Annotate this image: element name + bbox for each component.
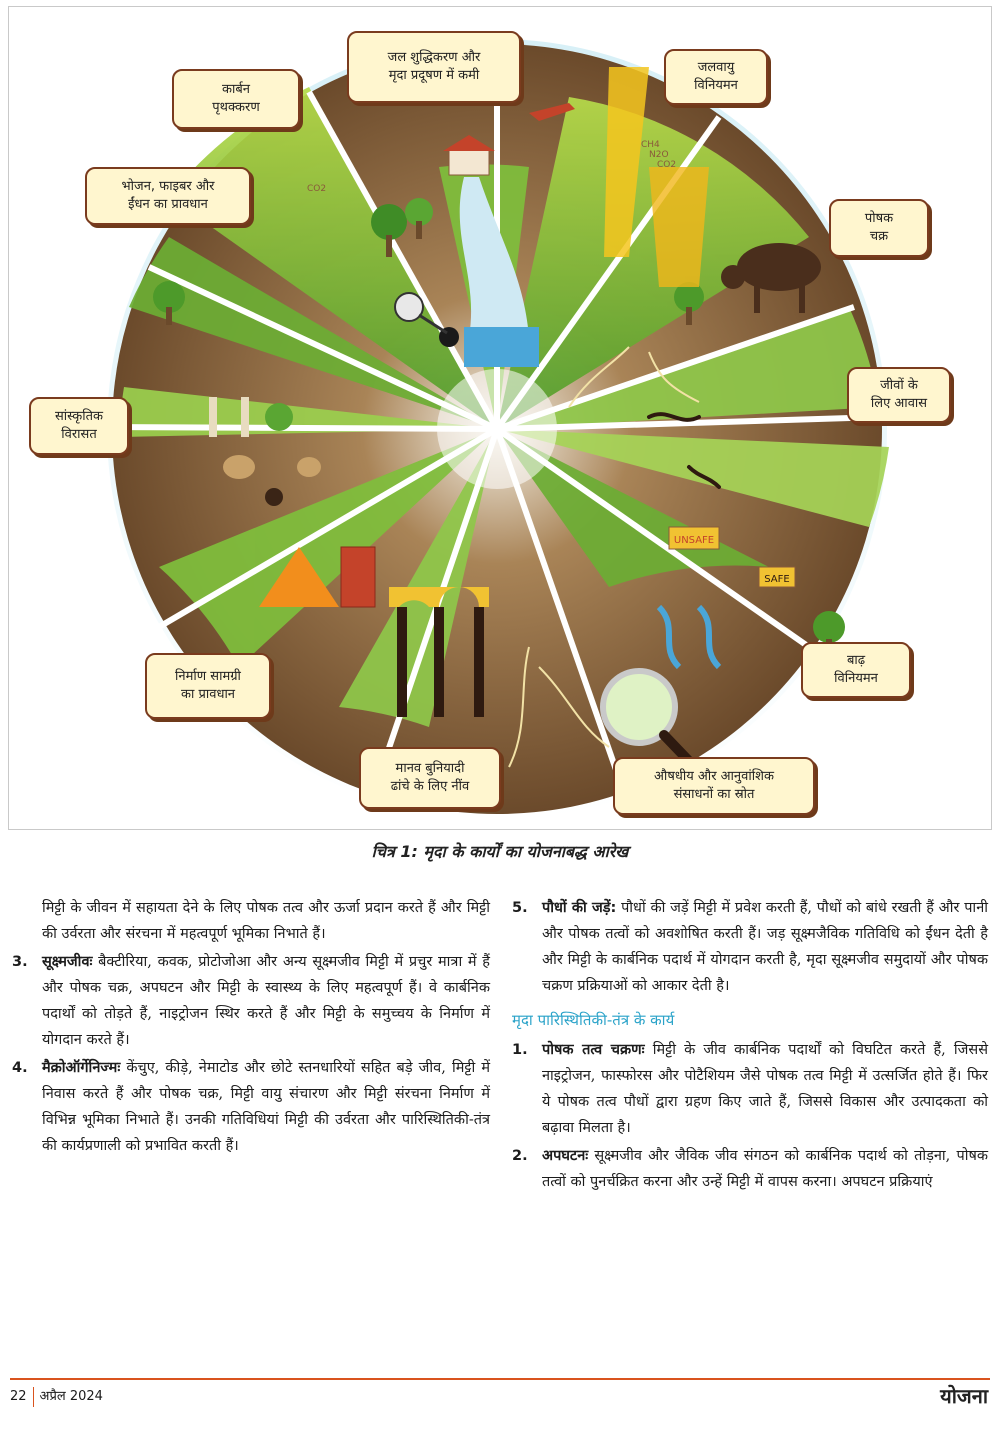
co2-label: CO2 bbox=[657, 160, 677, 170]
issue-date: अप्रैल 2024 bbox=[39, 1389, 103, 1404]
label-habitat: जीवों के लिए आवास bbox=[847, 367, 951, 423]
label-medicinal-genetic: औषधीय और आनुवांशिक संसाधनों का स्रोत bbox=[613, 757, 815, 815]
left-intro: मिट्टी के जीवन में सहायता देने के लिए पोषक तत्व और ऊर्जा प्रदान करते हैं और मिट्टी की उर्वरता और संरचना में महत्वपूर्ण भूमिका निभाते हैं। bbox=[42, 900, 490, 942]
item-microorganisms: 3. सूक्ष्मजीवः बैक्टीरिया, कवक, प्रोटोजोआ और अन्य सूक्ष्मजीव मिट्टी में प्रचुर मात्रा में हैं और पोषक चक्र, अपघटन और मिट्टी के स्वास्थ्य के लिए महत्वपूर्ण हैं। वे कार्बनिक पदार्थों को तोड़ते हैं, नाइट्रोजन स्थिर करते हैं और मिट्टी के समुच्चय के निर्माण में योगदान करते हैं। bbox=[12, 954, 490, 1048]
footer-page-info bbox=[10, 1386, 103, 1407]
item-macroorganisms: 4. मैक्रोऑर्गेनिज्मः केंचुए, कीड़े, नेमाटोड और छोटे स्तनधारियों सहित बड़े जीव, मिट्टी में निवास करते हैं और पोषक चक्र, मिट्टी वायु संचारण और मिट्टी संरचना निर्माण में विभिन्न भूमिका निभाते हैं। उनकी गतिविधियां मिट्टी की उर्वरता और पारिस्थितिकी-तंत्र की कार्यप्रणाली को प्रभावित करती हैं। bbox=[12, 1060, 490, 1154]
co2-left-label: CO2 bbox=[307, 184, 327, 194]
label-construction-materials: निर्माण सामग्री का प्रावधान bbox=[145, 653, 271, 719]
item-plant-roots: 5. पौधों की जड़ें: पौधों की जड़ें मिट्टी में प्रवेश करती हैं, पौधों को बांधे रखती हैं और पानी और पोषक तत्वों को अवशोषित करती हैं। जड़ सूक्ष्मजैविक गतिविधि को ईंधन देती है और मिट्टी के कार्बनिक पदार्थ में योगदान करती है, मृदा सूक्ष्मजीव समुदायों और पोषक चक्रण प्रक्रियाओं को आकार देती है। bbox=[512, 900, 988, 994]
label-food-fiber-fuel: भोजन, फाइबर और ईंधन का प्रावधान bbox=[85, 167, 251, 225]
label-nutrient-cycle: पोषक चक्र bbox=[829, 199, 929, 257]
label-cultural-heritage: सांस्कृतिक विरासत bbox=[29, 397, 129, 455]
safe-sign: SAFE bbox=[764, 574, 790, 585]
label-climate-regulation: जलवायु विनियमन bbox=[664, 49, 768, 105]
magazine-name: योजना bbox=[940, 1384, 988, 1408]
water-pool bbox=[464, 327, 539, 367]
label-infrastructure-foundation: मानव बुनियादी ढांचे के लिए नींव bbox=[359, 747, 501, 809]
footer-rule bbox=[10, 1378, 990, 1380]
label-carbon-sequestration: कार्बन पृथक्करण bbox=[172, 69, 300, 129]
n2o-label: N2O bbox=[649, 150, 669, 160]
label-water-purification: जल शुद्धिकरण और मृदा प्रदूषण में कमी bbox=[347, 31, 521, 103]
item-decomposition: 2. अपघटनः सूक्ष्मजीव और जैविक जीव संगठन को कार्बनिक पदार्थ को तोड़ना, पोषक तत्वों को पुनर्चक्रित करना और उन्हें मिट्टी में वापस करना। अपघटन प्रक्रियाएं bbox=[512, 1148, 988, 1190]
figure-caption: चित्र 1: मृदा के कार्यों का योजनाबद्ध आरेख bbox=[371, 842, 629, 861]
left-column bbox=[12, 895, 490, 1159]
right-column bbox=[512, 895, 988, 1195]
brick-pile bbox=[341, 547, 375, 607]
carbon-ball bbox=[395, 293, 423, 321]
unsafe-sign: UNSAFE bbox=[673, 535, 715, 546]
ch4-label: CH4 bbox=[641, 140, 660, 150]
page-number: 22 bbox=[10, 1389, 27, 1404]
item-nutrient-cycling: 1. पोषक तत्व चक्रणः मिट्टी के जीव कार्बनिक पदार्थों को विघटित करते हैं, जिससे नाइट्रोजन, फास्फोरस और पोटैशियम जैसे पोषक तत्व मिट्टी में उत्सर्जित होते हैं। फिर ये पोषक तत्व पौधों द्वारा ग्रहण किए जाते हैं, जिससे विकास और उत्पादकता को बढ़ावा मिलता है। bbox=[512, 1042, 989, 1136]
soil-functions-figure bbox=[8, 6, 992, 830]
label-flood-regulation: बाढ़ विनियमन bbox=[801, 642, 911, 698]
section-title-ecosystem-functions: मृदा पारिस्थितिकी-तंत्र के कार्य bbox=[512, 1011, 675, 1029]
